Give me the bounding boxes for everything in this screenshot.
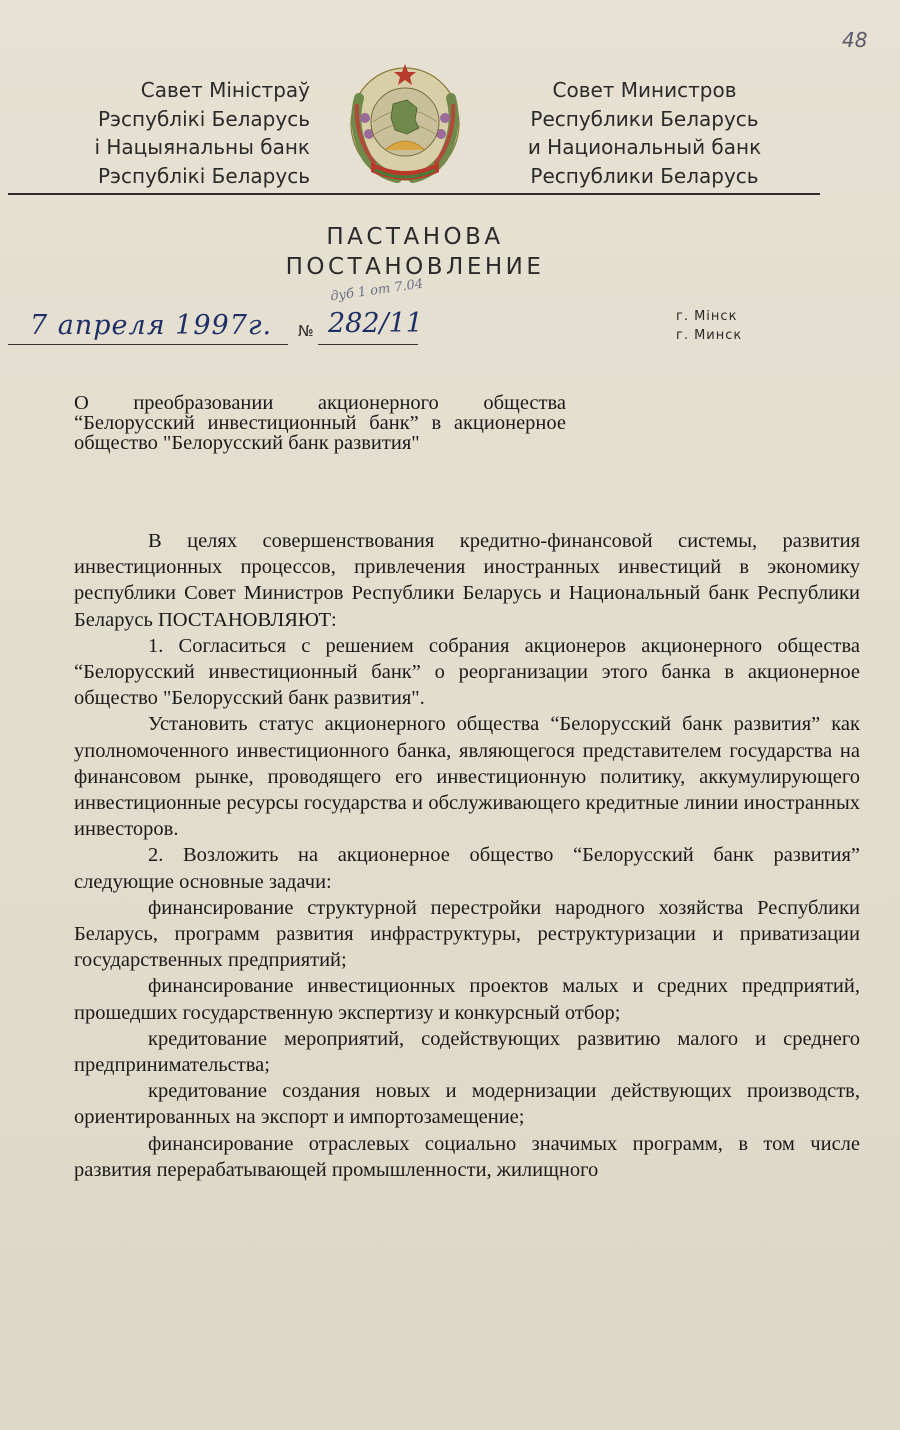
document-body: [74, 528, 860, 1183]
header-left-line: Савет Міністраў: [140, 78, 310, 102]
task-list-item: кредитование мероприятий, содействующих развитию малого и среднего предпринимательства;: [74, 1027, 860, 1077]
header-left-line: Рэспублікі Беларусь: [98, 106, 310, 131]
body-paragraph: В целях совершенствования кредитно-финансовой системы, развития инвестиционных процессов, привлечения иностранных инвестиций в экономику республики Совет Министров Республики Беларусь и Национальный банк Республики Беларусь ПОСТАНОВЛЯЮТ:: [74, 530, 860, 631]
document-title-belarusian: ПАСТАНОВА: [326, 224, 504, 250]
body-paragraph: Установить статус акционерного общества “Белорусский банк развития” как уполномоченного инвестиционного банка, являющегося представителем государства на финансовом рынке, проводящего его инвестиционную политику, аккумулирующего инвестиционные ресурсы государства и обслуживающего кредитные линии иностранных инвесторов.: [74, 713, 860, 841]
number-underline: [318, 344, 418, 345]
task-list-item: финансирование инвестиционных проектов малых и средних предприятий, прошедших государственную экспертизу и конкурсный отбор;: [74, 975, 860, 1024]
body-paragraph: 1. Согласиться с решением собрания акционеров акционерного общества “Белорусский инвестиционный банк” о реорганизации этого банка в акционерное общество "Белорусский банк развития".: [74, 634, 860, 710]
header-right-line: Республики Беларусь: [530, 163, 759, 188]
handwritten-number: 282/11: [328, 308, 423, 339]
header-belarusian: [60, 76, 310, 190]
document-subject: О преобразовании акционерного общества “Белорусский инвестиционный банк” в акционерное общество "Белорусский банк развития": [74, 392, 566, 454]
handwritten-date: 7 апреля 1997г.: [30, 310, 273, 341]
margin-note: дуб 1 от 7.04: [329, 276, 425, 305]
city-block: [676, 307, 742, 345]
header-right-line: Совет Министров: [552, 78, 737, 102]
header-left-line: і Нацыянальны банк: [94, 135, 310, 159]
header-left-line: Рэспублікі Беларусь: [98, 163, 310, 188]
date-underline: [8, 344, 288, 345]
state-emblem-icon: [345, 58, 465, 186]
task-list-item: кредитование создания новых и модернизации действующих производств, ориентированных на экспорт и импортозамещение;: [74, 1080, 860, 1129]
header-divider: [8, 193, 820, 195]
header-russian: [512, 76, 777, 190]
task-list-item: финансирование отраслевых социально значимых программ, в том числе развития перерабатывающей промышленности, жилищного: [74, 1132, 860, 1181]
task-list-item: финансирование структурной перестройки народного хозяйства Республики Беларусь, программ развития инфраструктуры, реструктуризации и приватизации государственных предприятий;: [74, 896, 860, 972]
header-right-line: и Национальный банк: [527, 135, 762, 159]
number-sign: №: [298, 322, 314, 340]
city-russian: г. Минск: [676, 328, 743, 343]
body-paragraph: 2. Возложить на акционерное общество “Белорусский банк развития” следующие основные задачи:: [74, 844, 860, 893]
document-title-russian: ПОСТАНОВЛЕНИЕ: [285, 254, 545, 280]
header-right-line: Республики Беларусь: [530, 106, 759, 131]
city-belarusian: г. Мінск: [676, 309, 738, 324]
archive-page-number: 48: [842, 28, 868, 52]
